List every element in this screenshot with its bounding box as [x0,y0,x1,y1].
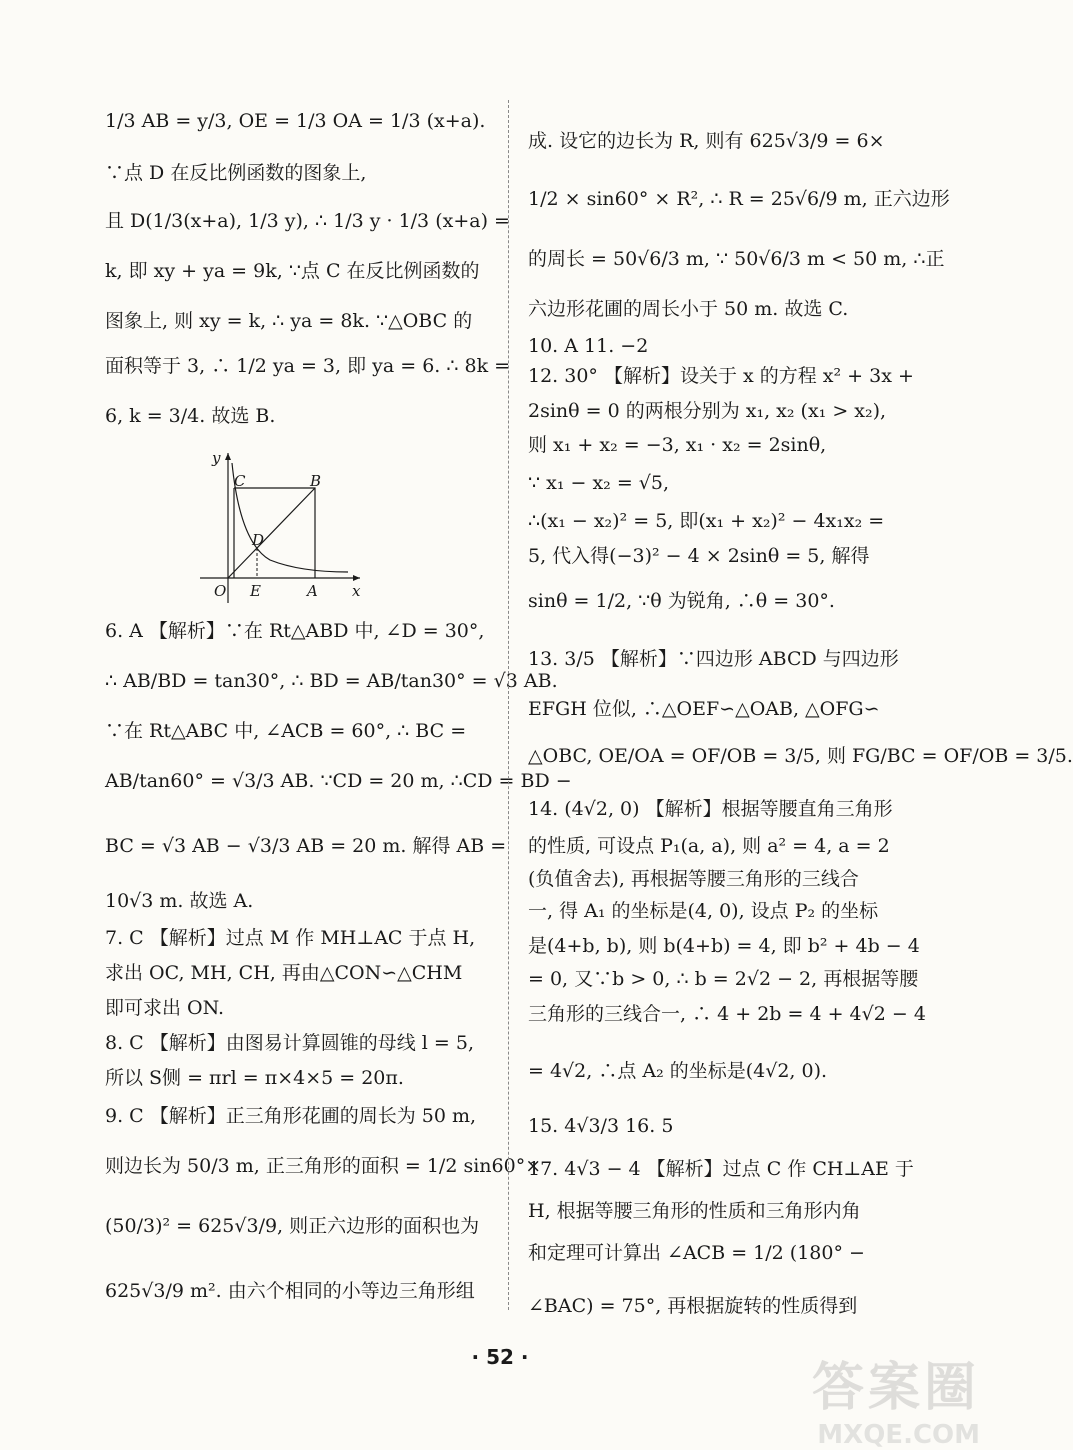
text-line: 且 D(1/3(x+a), 1/3 y), ∴ 1/3 y · 1/3 (x+a) = [105,210,510,232]
text-line: ∠BAC) = 75°, 再根据旋转的性质得到 [528,1295,858,1317]
text-line: EFGH 位似, ∴△OEF∽△OAB, △OFG∽ [528,698,880,720]
point-label-e: E [250,582,261,600]
text-line: k, 即 xy + ya = 9k, ∵点 C 在反比例函数的 [105,260,480,282]
text-line: 1/3 AB = y/3, OE = 1/3 OA = 1/3 (x+a). [105,110,486,132]
text-line: 六边形花圃的周长小于 50 m. 故选 C. [528,298,849,320]
text-line: 则 x₁ + x₂ = −3, x₁ · x₂ = 2sinθ, [528,434,827,456]
axis-label-x: x [352,582,361,600]
text-line: BC = √3 AB − √3/3 AB = 20 m. 解得 AB = [105,835,507,857]
text-line: 2sinθ = 0 的两根分别为 x₁, x₂ (x₁ > x₂), [528,400,887,422]
point-label-o: O [214,582,227,600]
page-number: · 52 · [471,1345,529,1369]
question-6: 6. A 【解析】∵在 Rt△ABD 中, ∠D = 30°, [105,620,485,642]
question-9: 9. C 【解析】正三角形花圃的周长为 50 m, [105,1105,477,1127]
text-line: 所以 S侧 = πrl = π×4×5 = 20π. [105,1067,404,1089]
text-line: (50/3)² = 625√3/9, 则正六边形的面积也为 [105,1215,480,1237]
text-line: 625√3/9 m². 由六个相同的小等边三角形组 [105,1280,475,1302]
text-line: 10√3 m. 故选 A. [105,890,254,912]
text-line: H, 根据等腰三角形的性质和三角形内角 [528,1200,861,1222]
text-line: △OBC, OE/OA = OF/OB = 3/5, 则 FG/BC = OF/OB = 3/5. [528,745,1073,767]
text-line: ∴ AB/BD = tan30°, ∴ BD = AB/tan30° = √3 AB. [105,670,558,692]
text-line: 的性质, 可设点 P₁(a, a), 则 a² = 4, a = 2 [528,835,890,857]
text-line: ∵ x₁ − x₂ = √5, [528,472,670,494]
text-line: = 4√2, ∴点 A₂ 的坐标是(4√2, 0). [528,1060,828,1082]
question-12: 12. 30° 【解析】设关于 x 的方程 x² + 3x + [528,365,914,387]
text-line: 的周长 = 50√6/3 m, ∵ 50√6/3 m < 50 m, ∴正 [528,248,945,270]
question-7: 7. C 【解析】过点 M 作 MH⊥AC 于点 H, [105,927,476,949]
text-line: 是(4+b, b), 则 b(4+b) = 4, 即 b² + 4b − 4 [528,935,920,957]
text-line: 即可求出 ON. [105,997,225,1019]
coordinate-figure [200,448,370,612]
text-line: (负值舍去), 再根据等腰三角形的三线合 [528,868,859,890]
text-line: 1/2 × sin60° × R², ∴ R = 25√6/9 m, 正六边形 [528,188,950,210]
question-13: 13. 3/5 【解析】∵四边形 ABCD 与四边形 [528,648,899,670]
text-line: 6, k = 3/4. 故选 B. [105,405,276,427]
text-line: ∵点 D 在反比例函数的图象上, [105,162,367,184]
question-17: 17. 4√3 − 4 【解析】过点 C 作 CH⊥AE 于 [528,1158,914,1180]
text-line: ∴(x₁ − x₂)² = 5, 即(x₁ + x₂)² − 4x₁x₂ = [528,510,885,532]
text-line: 图象上, 则 xy = k, ∴ ya = 8k. ∵△OBC 的 [105,310,473,332]
question-15-16: 15. 4√3/3 16. 5 [528,1115,674,1137]
axis-label-y: y [212,449,221,467]
watermark-line-2: MXQE.COM [817,1420,980,1450]
text-line: 面积等于 3, ∴ 1/2 ya = 3, 即 ya = 6. ∴ 8k = [105,355,511,377]
point-label-b: B [310,472,322,490]
text-line: = 0, 又∵b > 0, ∴ b = 2√2 − 2, 再根据等腰 [528,968,919,990]
text-line: 一, 得 A₁ 的坐标是(4, 0), 设点 P₂ 的坐标 [528,900,879,922]
watermark-logo [812,1345,980,1450]
watermark-line-1: 答案圈 [811,1358,980,1418]
question-8: 8. C 【解析】由图易计算圆锥的母线 l = 5, [105,1032,474,1054]
point-label-a: A [307,582,318,600]
text-line: 三角形的三线合一, ∴ 4 + 2b = 4 + 4√2 − 4 [528,1003,926,1025]
point-label-d: D [252,531,265,549]
point-label-c: C [234,472,246,490]
text-line: 成. 设它的边长为 R, 则有 625√3/9 = 6× [528,130,885,152]
question-14: 14. (4√2, 0) 【解析】根据等腰直角三角形 [528,798,893,820]
column-divider [508,100,509,1310]
question-10-11: 10. A 11. −2 [528,335,649,357]
text-line: ∵在 Rt△ABC 中, ∠ACB = 60°, ∴ BC = [105,720,467,742]
text-line: 5, 代入得(−3)² − 4 × 2sinθ = 5, 解得 [528,545,870,567]
text-line: 求出 OC, MH, CH, 再由△CON∽△CHM [105,962,463,984]
text-line: 则边长为 50/3 m, 正三角形的面积 = 1/2 sin60°× [105,1155,542,1177]
text-line: 和定理可计算出 ∠ACB = 1/2 (180° − [528,1242,865,1264]
text-line: sinθ = 1/2, ∵θ 为锐角, ∴θ = 30°. [528,590,835,612]
text-line: AB/tan60° = √3/3 AB. ∵CD = 20 m, ∴CD = BD − [105,770,572,792]
